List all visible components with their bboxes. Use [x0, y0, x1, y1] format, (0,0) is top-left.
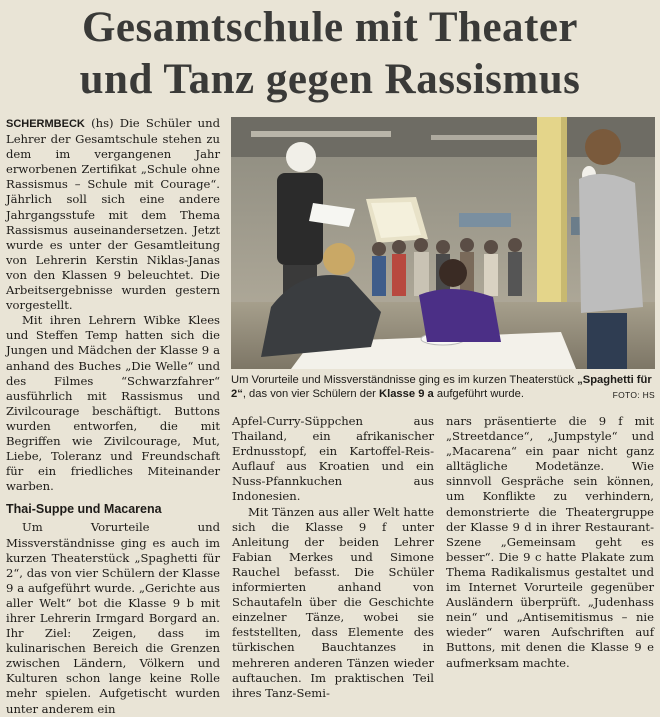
column-2-paragraph-1: Apfel-Curry-Süppchen aus Thailand, ein afrikanischer Erdnusstopf, ein Kartoffel-Reis-Auflauf aus Kroatien und ein Nuss-Pfannkuchen aus Indonesien.: [232, 414, 434, 504]
paragraph-3: Um Vorurteile und Missverständnisse ging es auch im kurzen Theaterstück „Spaghetti für 2“, das von vier Schülern der Klasse 9 a aufgeführt wurde. „Gerichte aus aller Welt“ bot die Klasse 9 b mit ihrer Lehrerin Irmgard Borgard an. Ihr Ziel: Zeigen, dass im kulinarischen Bereich die Grenzen zwischen Ländern, Völkern und Kulturen schon lange keine Rolle mehr spielen. Aufgetischt wurden unter anderem ein: [6, 520, 220, 716]
headline-line-1: Gesamtschule mit Theater: [81, 4, 579, 51]
paragraph-2: Mit ihren Lehrern Wibke Klees und Steffen Temp hatten sich die Jungen und Mädchen der Klasse 9 a anhand des Buches „Die Welle“ und des Filmes “Schwarzfahrer“ ausführlich mit Rassismus und Zivilcourage beschäftigt. Buttons wurden entworfen, die mit Begriffen wie Zivilcourage, Mut, Liebe, Toleranz und Freundschaft für ein friedliches Miteinander warben.: [6, 313, 220, 494]
dateline: SCHERMBECK: [6, 118, 85, 130]
photo-credit: FOTO: HS: [612, 390, 655, 400]
article-column-3: [446, 414, 654, 671]
caption-text-3: aufgeführt wurde.: [433, 388, 524, 400]
column-2-paragraph-2: Mit Tänzen aus aller Welt hatte sich die Klasse 9 f unter Anleitung der beiden Lehrer Fabian Merkes und Simone Rauchel befasst. Die Schüler informierten anhand von Schautafeln über die Geschichte einzelner Tänze, wobei sie feststellten, dass Elemente des türkischen Bauchtanzes in mehreren anderen Tänzen wieder auftauchen. Im praktischen Teil ihres Tanz-Semi-: [232, 504, 434, 700]
caption-text-1: Um Vorurteile und Missverständnisse ging es im kurzen Theaterstück: [231, 374, 578, 386]
article-column-2: [232, 414, 434, 701]
headline-line-2: und Tanz gegen Rassismus: [79, 56, 581, 103]
caption-text-2: , das von vier Schülern der: [242, 388, 380, 400]
column-3-paragraph-1: nars präsentierte die 9 f mit „Streetdance“, „Jumpstyle“ und „Macarena“ ein paar nicht ganz alltägliche Modetänze. Wie sinnvoll Gespräche sein können, um Konflikte zu verhindern, demonstrierte die Theatergruppe der Klasse 9 d in ihrer Restaurant-Szene „Gemeinsam geht es besser“. Die 9 c hatte Plakate zum Thema Radikalismus gestaltet und im Internet Vorurteile gegenüber Ausländern überprüft. „Judenhass nein“ und „Antisemitismus – nie wieder“ waren Aufschriften auf Buttons, mit denen die Klasse 9 e aufmerksam machte.: [446, 414, 654, 670]
caption-play-title: „Spaghetti für 2“: [231, 374, 652, 400]
article-column-1: [6, 116, 220, 717]
caption-class: Klasse 9 a: [379, 388, 434, 400]
intro-text: (hs) Die Schüler und Lehrer der Gesamtschule stehen zu dem im vergangenen Jahr erworbenen Zertifikat „Schule ohne Rassismus – Schule mit Courage“. Jährlich soll sich eine andere Jahrgangsstufe mit dem Thema Rassismus auseinandersetzen. Jetzt wurde es unter der Gesamtleitung von Lehrerin Kerstin Niklas-Janas von den Klassen 9 beleuchtet. Die Arbeitsergebnisse wurden gestern vorgestellt.: [6, 116, 220, 313]
subheading: Thai-Suppe und Macarena: [6, 502, 162, 517]
photo-caption: [231, 373, 655, 401]
intro-paragraph: [6, 116, 220, 313]
article-photo: [231, 117, 655, 369]
photo-illustration: [231, 117, 655, 369]
article-headline: [0, 2, 660, 106]
